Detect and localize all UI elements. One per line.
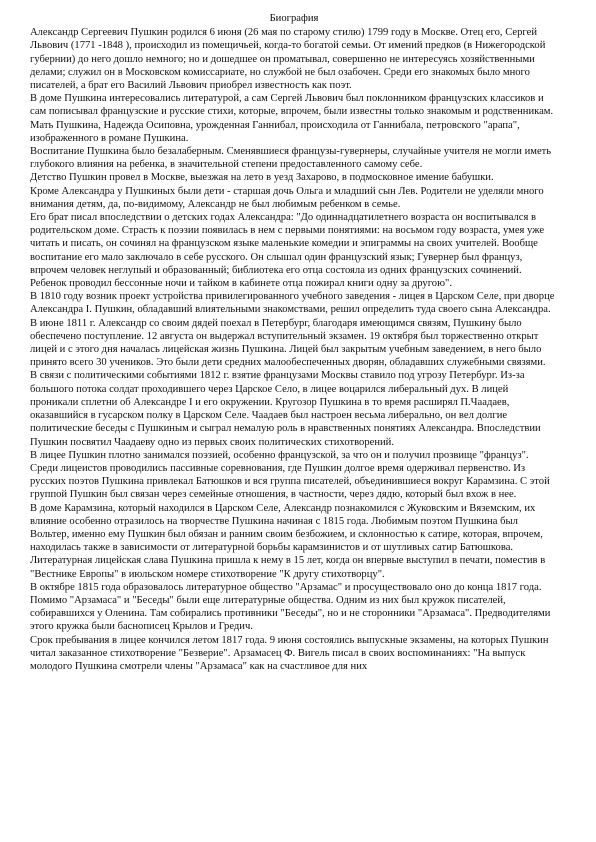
paragraph-lyceum-poetry: В лицее Пушкин плотно занимался поэзией, особенно французской, за что он и получил прозвище "француз". Среди лицеистов проводились пассивные соревнования, где Пушкин долгое время одерживал первенство. Из русских поэтов Пушкина привлекал Батюшков и вся группа писателей, объединившиеся вокруг Карамзина. С этой группой Пушкин был связан через семейные отношения, в частности, через дядю, который был вхож в нее.	[30, 449, 550, 501]
paragraph-lyceum-founding: В 1810 году возник проект устройства привилегированного учебного заведения - лицея в Царском Селе, при дворце Александра I. Пушкин, обладавший влиятельными знакомствами, решил определить туда своего сына Александра. В июне 1811 г. Александр со своим дядей поехал в Петербург, благодаря имеющимся связям, Пушкину было обеспечено поступление. 12 августа он выдержал вступительный экзамен. 19 октября был торжественно открыт лицей и с этого дня началась лицейская жизнь Пушкина. Лицей был закрытым учебным заведением, в него было принято всего 30 учеников. Это были дети средних малообеспеченных дворян, обладавших служебными связями.	[30, 291, 555, 369]
paragraph-brother-quote: Его брат писал впоследствии о детских годах Александра: "До одиннадцатилетнего возраста он воспитывался в родительском доме. Страсть к поэзии появилась в нем с первыми понятиями: на восьмом году возраста, умея уже читать и писать, он сочинял на французском языке маленькие комедии и эпиграммы на своих учителей. Вообще воспитание его мало заключало в себе русского. Он слышал один французский язык; Гувернер был француз, впрочем человек неглупый и образованный; библиотека его отца состояла из одних французских сочинений. Ребенок проводил бессонные ночи и тайком в кабинете отца пожирал книги одну за другою".	[30, 212, 545, 290]
paragraph-siblings: Кроме Александра у Пушкиных были дети - старшая дочь Ольга и младший сын Лев. Родители не уделяли много внимания детям, да, по-видимому, Александр не был любимым ребенком в семье.	[30, 185, 544, 210]
paragraph-family-literature: В доме Пушкина интересовались литературой, а сам Сергей Львович был поклонником французских классиков и сам пописывал французские и русские стихи, которые, впрочем, были известны только знакомым и родственникам. Мать Пушкина, Надежда Осиповна, урожденная Ганнибал, происходила от Ганнибала, петровского "арапа", изображенного в романе Пушкина.	[30, 93, 554, 144]
paragraph-arzamas: В октябре 1815 года образовалось литературное общество "Арзамас" и просуществовало оно до конца 1817 года. Помимо "Арзамаса" и "Беседы" были еще литературные общества. Одним из них был кружок писателей, собиравшихся у Оленина. Там собирались противники "Беседы", но и не сторонники "Арзамаса". Предводителями этого кружка были баснописец Крылов и Гредич.	[30, 581, 551, 633]
paragraph-upbringing: Воспитание Пушкина было безалаберным. Сменявшиеся французы-гувернеры, случайные учителя не могли иметь глубокого влияния на ребенка, в значительной степени предоставленного самому себе.	[30, 146, 552, 171]
paragraph-childhood: Детство Пушкин провел в Москве, выезжая на лето в уезд Захарово, в подмосковное имение бабушки.	[30, 172, 494, 184]
paragraph-karamzin-house: В доме Карамзина, который находился в Царском Селе, Александр познакомился с Жуковским и Вяземским, их влияние особенно отразилось на творчестве Пушкина начиная с 1815 года. Любимым поэтом Пушкина был Вольтер, именно ему Пушкин был обязан и ранним своим безбожием, и склонностью к сатире, которая, впрочем, находилась также в зависимости от литературной борьбы карамзинистов и от шутливых сатир Батюшкова.	[30, 502, 543, 554]
paragraph-birth: Александр Сергеевич Пушкин родился 6 июня (26 мая по старому стилю) 1799 году в Москве. Отец его, Сергей Львович (1771 -1848 ), происходил из помещичьей, когда-то богатой семьи. От имений предков (в Нижегородской губернии) до него дошло немного; но и дошедшее он проматывал, совершенно не интересуясь хозяйственными делами; служил он в Московском комиссариате, но службой не был озабочен. Среди его знакомых было много писателей, а брат его Василий Львович приобрел известность как поэт.	[30, 27, 546, 92]
paragraph-graduation: Срок пребывания в лицее кончился летом 1817 года. 9 июня состоялись выпускные экзамены, на которых Пушкин читал заказанное стихотворение "Безверие". Арзамасец Ф. Вигель писал в своих воспоминаниях: "На выпуск молодого Пушкина смотрели члены "Арзамаса" как на счастливое для них	[30, 634, 549, 672]
paragraph-1812-events: В связи с политическими событиями 1812 г. взятие французами Москвы ставило под угрозу Петербург. Из-за большого потока солдат проходившего через Царское Село, в лицее воцарился либеральный дух. В лицей проникали сплетни об Александре I и его окружении. Кругозор Пушкина в то время расширял П.Чаадаев, оказавшийся в гусарском полку в Царском Селе. Чаадаев был настроен весьма либерально, он вел долгие политические беседы с Пушкиным и сыграл немалую роль в нравственных понятиях Александра. Впоследствии Пушкин посвятил Чаадаеву одно из первых своих политических стихотворений.	[30, 370, 541, 448]
document-title: Биография	[269, 13, 319, 24]
paragraph-first-publication: Литературная лицейская слава Пушкина пришла к нему в 15 лет, когда он впервые выступил в печати, поместив в "Вестнике Европы" в июльском номере стихотворение "К другу стихотворцу".	[30, 555, 546, 580]
